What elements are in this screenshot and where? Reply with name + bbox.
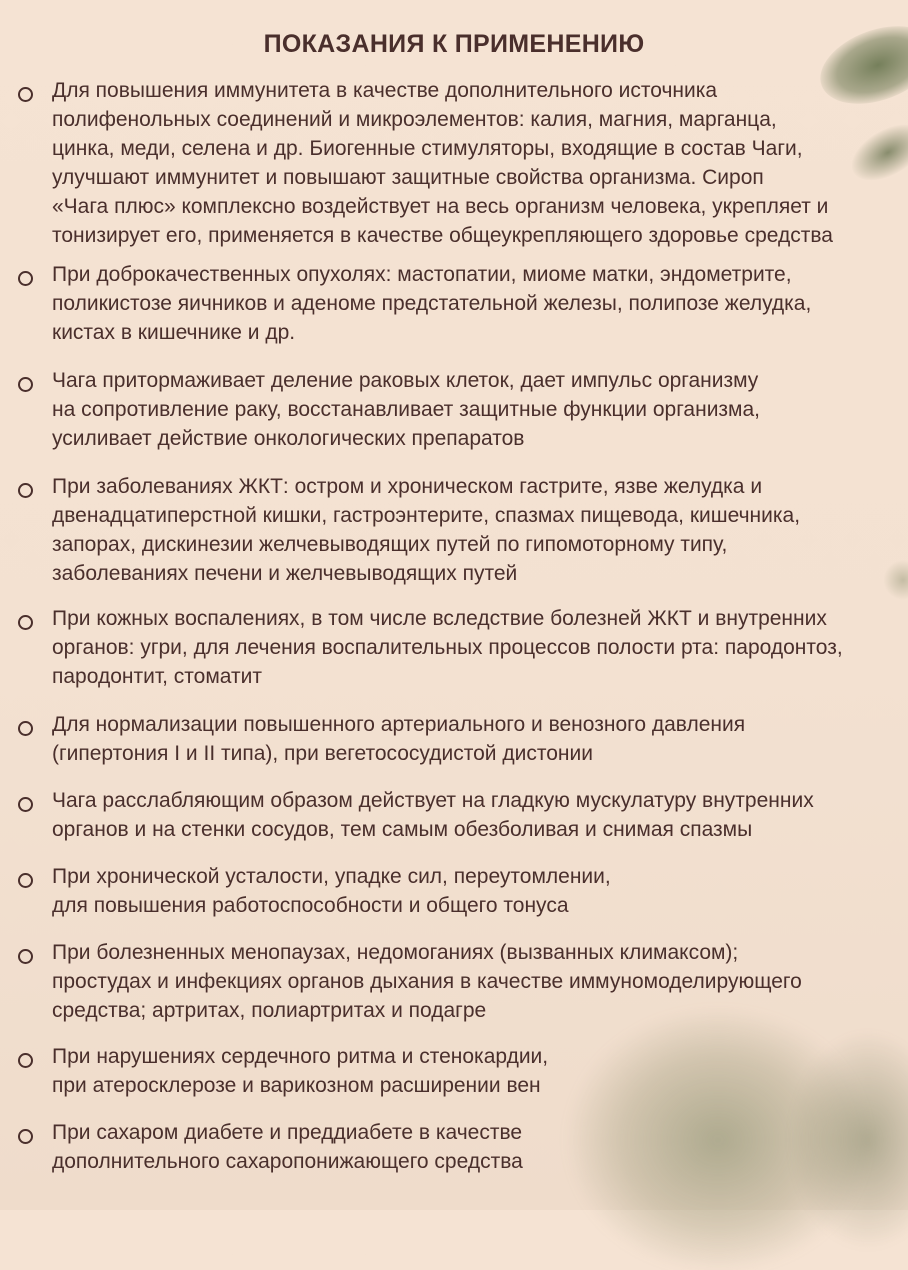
list-item-text: При нарушениях сердечного ритма и стенокардии, при атеросклерозе и варикозном расширении вен	[52, 1045, 549, 1097]
list-item-text: Чага притормаживает деление раковых клеток, дает импульс организму на сопротивление раку, восстанавливает защитные функции организма, усиливает действие онкологических препаратов	[52, 369, 761, 450]
circle-bullet-icon	[18, 1129, 33, 1144]
list-item-text: При сахаром диабете и преддиабете в качестве дополнительного сахаропонижающего средства	[52, 1121, 523, 1173]
list-item-text: Чага расслабляющим образом действует на гладкую мускулатуру внутренних органов и на стенки сосудов, тем самым обезболивая и снимая спазмы	[52, 789, 814, 841]
list-item-text: Для повышения иммунитета в качестве дополнительного источника полифенольных соединений и микроэлементов: калия, магния, марганца, цинка, меди, селена и др. Биогенные стимуляторы, входящие в состав Чаги, улучшают иммунитет и повышают защитные свойства организма. Сироп «Чага плюс» комплексно воздействует на весь организм человека, укрепляет и тонизирует его, применяется в качестве общеукрепляющего здоровье средства	[52, 79, 833, 247]
circle-bullet-icon	[18, 271, 33, 286]
circle-bullet-icon	[18, 949, 33, 964]
circle-bullet-icon	[18, 797, 33, 812]
circle-bullet-icon	[18, 377, 33, 392]
circle-bullet-icon	[18, 483, 33, 498]
list-item-text: Для нормализации повышенного артериального и венозного давления (гипертония I и II типа), при вегетососудистой дистонии	[52, 713, 746, 765]
list-item-text: При болезненных менопаузах, недомоганиях (вызванных климаксом); простудах и инфекциях органов дыхания в качестве иммуномоделирующего средства; артритах, полиартритах и подагре	[52, 941, 802, 1022]
circle-bullet-icon	[18, 721, 33, 736]
circle-bullet-icon	[18, 615, 33, 630]
list-item-text: При кожных воспалениях, в том числе вследствие болезней ЖКТ и внутренних органов: угри, для лечения воспалительных процессов полости рта: пародонтоз, пародонтит, стоматит	[52, 607, 843, 688]
page-title: ПОКАЗАНИЯ К ПРИМЕНЕНИЮ	[263, 30, 645, 58]
circle-bullet-icon	[18, 87, 33, 102]
list-item-text: При доброкачественных опухолях: мастопатии, миоме матки, эндометрите, поликистозе яичников и аденоме предстательной железы, полипозе желудка, кистах в кишечнике и др.	[52, 263, 812, 344]
circle-bullet-icon	[18, 873, 33, 888]
list-item-text: При заболеваниях ЖКТ: остром и хроническом гастрите, язве желудка и двенадцатиперстной кишки, гастроэнтерите, спазмах пищевода, кишечника, запорах, дискинезии желчевыводящих путей по гипомоторному типу, заболеваниях печени и желчевыводящих путей	[52, 475, 801, 585]
list-item-text: При хронической усталости, упадке сил, переутомлении, для повышения работоспособности и общего тонуса	[52, 865, 611, 917]
circle-bullet-icon	[18, 1053, 33, 1068]
